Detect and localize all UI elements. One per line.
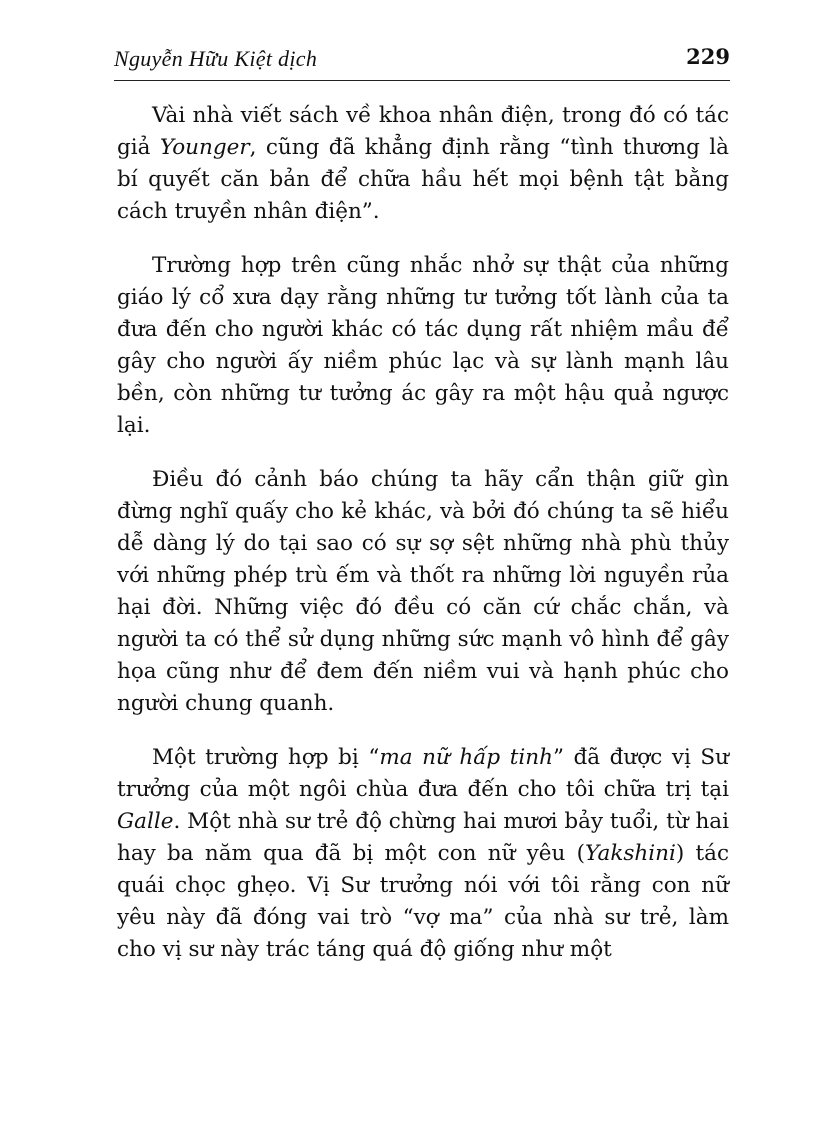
text-run: ” đã được vị Sư trưởng của một ngôi chùa đưa đến cho tôi chữa trị tại xyxy=(117,745,729,802)
text-run: , cũng đã khẳng định rằng “tình thương là bí quyết căn bản để chữa hầu hết mọi bệnh tật bằng cách truyền nhân điện”. xyxy=(117,135,729,224)
running-header-author: Nguyễn Hữu Kiệt dịch xyxy=(114,46,318,71)
text-run: Vài nhà viết sách về khoa nhân điện, trong đó có tác giả xyxy=(117,103,729,160)
text-run: Điều đó cảnh báo chúng ta hãy cẩn thận giữ gìn đừng nghĩ quấy cho kẻ khác, và bởi đó chúng ta sẽ hiểu dễ dàng lý do tại sao có sự sợ sệt những nhà phù thủy với những phép trù ếm và thốt ra những lời nguyền rủa hại đời. Những việc đó đều có căn cứ chắc chắn, và người ta có thể sử dụng những sức mạnh vô hình để gây họa cũng như để đem đến niềm vui và hạnh phúc cho người chung quanh. xyxy=(117,467,729,716)
body-text xyxy=(117,100,729,988)
text-run: Một trường hợp bị “ xyxy=(152,745,380,770)
text-run: Trường hợp trên cũng nhắc nhở sự thật của những giáo lý cổ xưa dạy rằng những tư tưởng tốt lành của ta đưa đến cho người khác có tác dụng rất nhiệm mầu để gây cho người ấy niềm phúc lạc và sự lành mạnh lâu bền, còn những tư tưởng ác gây ra một hậu quả ngược lại. xyxy=(117,253,729,438)
page-number: 229 xyxy=(686,44,730,69)
page-header xyxy=(114,44,730,76)
text-run: ) tác quái chọc ghẹo. Vị Sư trưởng nói với tôi rằng con nữ yêu này đã đóng vai trò “vợ ma” của nhà sư trẻ, làm cho vị sư này trác táng quá độ giống như một xyxy=(117,841,729,962)
paragraph xyxy=(117,100,729,228)
italic-text-run: ma nữ hấp tinh xyxy=(379,745,553,770)
text-run: . Một nhà sư trẻ độ chừng hai mươi bảy tuổi, từ hai hay ba năm qua đã bị một con nữ yêu ( xyxy=(117,809,729,866)
header-divider xyxy=(114,80,730,81)
paragraph xyxy=(117,250,729,442)
italic-text-run: Younger xyxy=(159,135,250,160)
italic-text-run: Yakshini xyxy=(585,841,676,866)
paragraph xyxy=(117,742,729,966)
italic-text-run: Galle xyxy=(117,809,174,834)
paragraph xyxy=(117,464,729,720)
